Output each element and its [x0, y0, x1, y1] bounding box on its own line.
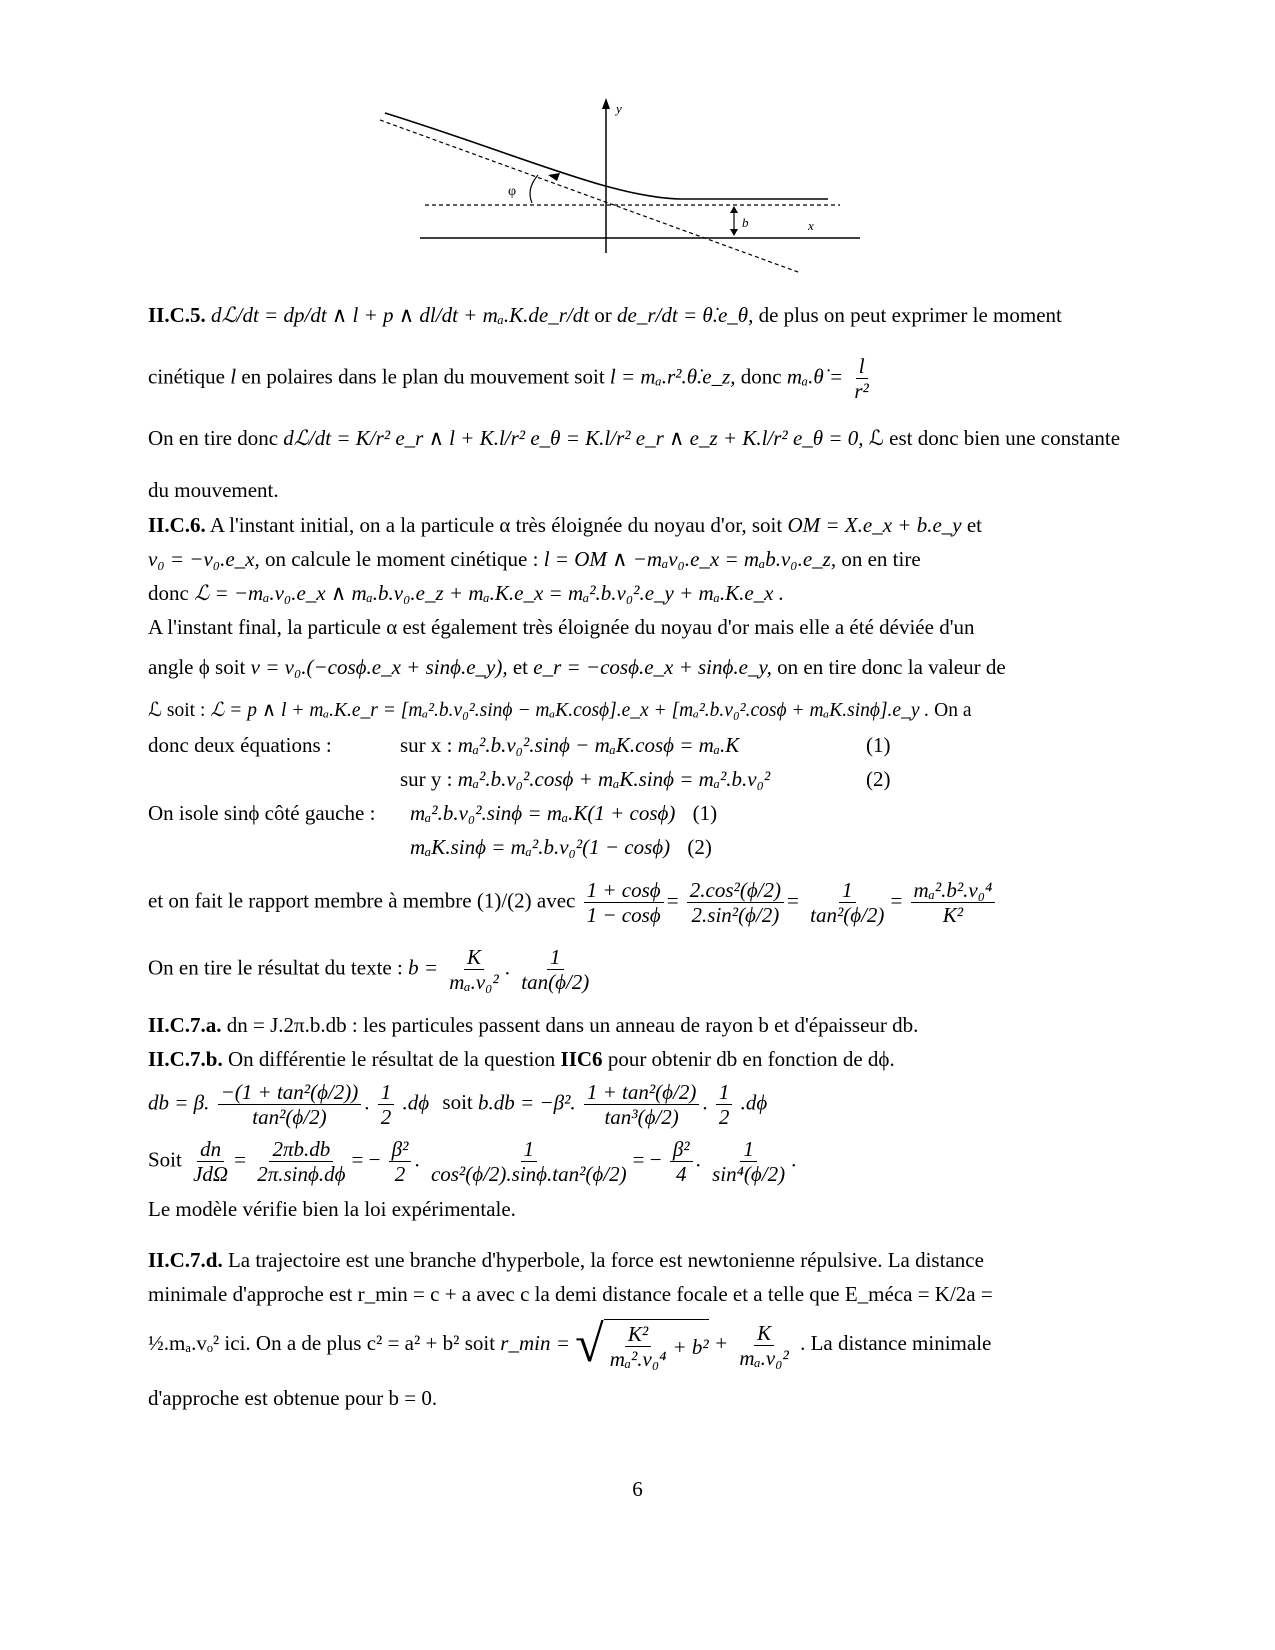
text: d'approche est obtenue pour b = 0. — [148, 1386, 438, 1410]
numerator: 1 — [839, 878, 856, 903]
numerator: K² — [625, 1322, 651, 1347]
denominator: tan²(ϕ/2) — [810, 903, 885, 927]
sqrt-content — [604, 1319, 709, 1371]
fraction — [851, 354, 871, 403]
text: Le modèle vérifie bien la loi expérimentale. — [148, 1197, 516, 1221]
numerator: β² — [670, 1137, 693, 1162]
fraction — [378, 1080, 395, 1129]
equation: v₀ = −v₀.e_x, — [148, 547, 260, 571]
equation: mₐ².b.v₀².sinϕ = mₐ.K(1 + cosϕ) — [410, 801, 676, 825]
text: en polaires dans le plan du mouvement soit — [241, 364, 605, 389]
text: minimale d'approche est r_min = c + a avec c la demi distance focale et a telle que E_méca = K/2a = — [148, 1282, 993, 1306]
text: on en tire — [841, 547, 921, 571]
numerator: dn — [197, 1137, 224, 1162]
fraction — [736, 1321, 791, 1370]
text: On en tire le résultat du texte : — [148, 955, 403, 980]
numerator: 2πb.db — [269, 1137, 333, 1162]
denominator: K² — [942, 903, 964, 927]
text: or — [594, 303, 612, 327]
section-IIC7b: II.C.7.b. On différentie le résultat de la question IIC6 pour obtenir db en fonction de dϕ. db = β. $\frac{\text{−(1 + tan²(ϕ/2))}}{\text{tan²(ϕ/2)}}$ . $\frac{1}{2}$ .dϕ soit b.db = −β². $\frac{\text{1 + tan²(ϕ/2)}}{\text{tan³(ϕ/2)}}$ . $\frac{1}{2}$ .dϕ Soit $\frac{dn}{\text{JdΩ}}$ = $\frac{2\pi b.db}{2\pi.\sin\phi.d\phi}$ = − $\frac{\text{β²}}{2}$ . $\frac{1}{\text{cos²(ϕ/2).sinϕ.tan²(ϕ/2)}}$ = − $\frac{\text{β²}}{4}$ . $\frac{1}{\text{sin⁴(ϕ/2)}}$ . Le modèle vérifie bien la loi expérimentale. — [148, 1047, 895, 1221]
text: et — [966, 513, 982, 537]
equation: l = OM ∧ −mₐv₀.e_x = mₐb.v₀.e_z, — [543, 547, 837, 571]
fraction — [687, 878, 784, 927]
section-label: II.C.7.d. — [148, 1248, 223, 1272]
equation-tag: (1) — [866, 733, 891, 757]
text: du mouvement. — [148, 478, 279, 502]
text: dn = J.2π.b.db : les particules passent dans un anneau de rayon b et d'épaisseur db. — [226, 1013, 919, 1037]
denominator: 2 — [394, 1162, 406, 1186]
numerator: 1 + cosϕ — [584, 878, 664, 903]
denominator: 2 — [380, 1105, 392, 1129]
text: A l'instant initial, on a la particule α très éloignée du noyau d'or, soit — [209, 513, 783, 537]
numerator: 1 — [378, 1080, 395, 1105]
equation-y-row — [400, 762, 770, 796]
phi-label: φ — [508, 184, 517, 199]
text: et — [512, 655, 528, 679]
denominator: JdΩ — [193, 1162, 229, 1186]
y-axis-label: y — [616, 101, 622, 116]
fraction — [254, 1137, 348, 1186]
fraction — [446, 945, 501, 994]
numerator: −(1 + tan²(ϕ/2)) — [218, 1080, 362, 1105]
b-arrow-top — [730, 206, 738, 213]
text: ℒ soit : — [148, 700, 206, 721]
numerator: 1 — [547, 945, 564, 970]
equation: + — [713, 1330, 729, 1355]
denominator: tan³(ϕ/2) — [604, 1105, 679, 1129]
denominator: 1 − cosϕ — [586, 903, 661, 927]
equation: OM = X.e_x + b.e_y — [787, 513, 962, 537]
denominator: r² — [854, 379, 869, 403]
trajectory-arrowhead — [548, 173, 560, 181]
section-IIC6: II.C.6. A l'instant initial, on a la particule α très éloignée du noyau d'or, soit OM = X.e_x + b.e_y et v₀ = −v₀.e_x, on calcule le moment cinétique : l = OM ∧ −mₐv₀.e_x = mₐb.v₀.e_z, on en tire donc ℒ = −mₐ.v₀.e_x ∧ mₐ.b.v₀.e_z + mₐ.K.e_x = mₐ².b.v₀².e_y + mₐ.K.e_x . A l'instant final, la particule α est également très éloignée du noyau d'or mais elle a été déviée d'un angle ϕ soit v = v₀.(−cosϕ.e_x + sinϕ.e_y), et e_r = −cosϕ.e_x + sinϕ.e_y, on en tire donc la valeur de ℒ soit : ℒ = p ∧ l + mₐ.K.e_r = [mₐ².b.v₀².sinϕ − mₐK.cosϕ].e_x + [mₐ².b.v₀².cosϕ + mₐK.sinϕ].e_y . On a donc deux équations : sur x : mₐ².b.v₀².sinϕ − mₐK.cosϕ = mₐ.K (1) sur y : mₐ².b.v₀².cosϕ + mₐK.sinϕ = mₐ².b.v₀² (2) On isole sinϕ côté gauche : mₐ².b.v₀².sinϕ = mₐ.K(1 + cosϕ) (1) mₐK.sinϕ = mₐ².b.v₀²(1 − cosϕ) (2) et on fait le rapport membre à membre (1)/(2) avec $\frac{1 + \cos\phi}{1 - \cos\phi}$ = $\frac{\text{2.cos²(ϕ/2)}}{\text{2.sin²(ϕ/2)}}$ = $\frac{1}{\text{tan²(ϕ/2)}}$ = $\frac{\text{mₐ².b².v₀⁴}}{\text{K²}}$ On en tire le résultat du texte : b = $\frac{K}{\text{mₐ.v₀²}}$ . $\frac{1}{\tan(\phi/2)}$ — [148, 513, 1006, 994]
question-ref: IIC6 — [560, 1047, 603, 1071]
numerator: K — [754, 1321, 774, 1346]
text: donc — [148, 581, 189, 605]
fraction — [218, 1080, 362, 1129]
equation: ℒ = p ∧ l + mₐ.K.e_r = [mₐ².b.v₀².sinϕ − mₐK.cosϕ].e_x + [mₐ².b.v₀².cosϕ + mₐK.sinϕ].e_y . — [210, 700, 930, 721]
equation: l = mₐ.r².θ̇.e_z, — [609, 364, 736, 389]
equation: .dϕ — [740, 1090, 768, 1115]
fraction — [389, 1137, 412, 1186]
section-IIC7d — [148, 1243, 1126, 1415]
fraction — [716, 1080, 733, 1129]
phi-angle-arc — [530, 175, 538, 203]
equation-x-row — [400, 728, 739, 762]
equation-isolated-2 — [410, 830, 712, 864]
section-label: II.C.5. — [148, 303, 206, 327]
numerator: 1 — [740, 1137, 757, 1162]
b-label: b — [742, 215, 749, 230]
numerator: 1 — [521, 1137, 538, 1162]
text: On en tire donc — [148, 426, 279, 450]
denominator: 4 — [675, 1162, 687, 1186]
equation: mₐ².b.v₀².sinϕ − mₐK.cosϕ = mₐ.K — [457, 733, 740, 757]
text: La trajectoire est une branche d'hyperbole, la force est newtonienne répulsive. La distance — [227, 1248, 984, 1272]
numerator: l — [856, 354, 868, 379]
equation: b.db = −β². — [478, 1090, 576, 1115]
equation: .dϕ — [402, 1090, 430, 1115]
fraction — [518, 945, 592, 994]
denominator: cos²(ϕ/2).sinϕ.tan²(ϕ/2) — [430, 1162, 627, 1186]
text: On différentie le résultat de la question — [227, 1047, 556, 1071]
text: ½.mₐ.vₒ² ici. On a de plus c² = a² + b² soit — [148, 1330, 496, 1355]
fraction — [190, 1137, 231, 1186]
text: angle ϕ soit — [148, 655, 246, 679]
equation-tag: (2) — [687, 835, 712, 859]
numerator: 1 — [716, 1080, 733, 1105]
numerator: β² — [389, 1137, 412, 1162]
text: . La distance minimale — [800, 1330, 992, 1355]
text: A l'instant final, la particule α est également très éloignée du noyau d'or mais elle a été déviée d'un — [148, 615, 975, 639]
denominator: 2π.sinϕ.dϕ — [257, 1162, 346, 1186]
numerator: 1 + tan²(ϕ/2) — [584, 1080, 700, 1105]
equation-tag: (1) — [692, 801, 718, 825]
section-label: II.C.7.a. — [148, 1013, 222, 1037]
denominator: mₐ.v₀² — [739, 1345, 789, 1370]
equation: b = — [408, 955, 439, 980]
text: ℒ est donc bien une constante — [868, 426, 1121, 450]
equation: v = v₀.(−cosϕ.e_x + sinϕ.e_y), — [250, 655, 508, 679]
numerator: mₐ².b².v₀⁴ — [911, 878, 996, 903]
section-IIC7a — [148, 1008, 1126, 1042]
denominator: mₐ.v₀² — [449, 970, 499, 994]
fraction — [607, 1322, 670, 1371]
text: cinétique — [148, 364, 225, 389]
denominator: tan(ϕ/2) — [521, 970, 590, 994]
denominator: tan²(ϕ/2) — [252, 1105, 327, 1129]
denominator: 2.sin²(ϕ/2) — [691, 903, 780, 927]
equation: r_min = — [500, 1330, 570, 1355]
denominator: 2 — [718, 1105, 730, 1129]
equation: mₐ².b.v₀².cosϕ + mₐK.sinϕ = mₐ².b.v₀² — [457, 767, 771, 791]
numerator: K — [464, 945, 484, 970]
text: on calcule le moment cinétique : — [264, 547, 539, 571]
fraction — [670, 1137, 693, 1186]
equation: dℒ/dt = dp/dt ∧ l + p ∧ dl/dt + mₐ.K.de_r/dt — [211, 303, 590, 327]
equation-isolated-1 — [410, 796, 717, 830]
equation: e_r = −cosϕ.e_x + sinϕ.e_y, — [533, 655, 772, 679]
fraction — [428, 1137, 630, 1186]
equation: de_r/dt = θ̇.e_θ, — [617, 303, 754, 327]
sqrt-icon: √ — [575, 1316, 604, 1373]
equation: dℒ/dt = K/r² e_r ∧ l + K.l/r² e_θ = K.l/r² e_r ∧ e_z + K.l/r² e_θ = 0, — [283, 426, 864, 450]
fraction — [911, 878, 996, 927]
equation: db = β. — [148, 1090, 210, 1115]
x-axis-label: x — [808, 218, 814, 233]
asymptote-dashed-line — [380, 120, 798, 272]
fraction — [709, 1137, 788, 1186]
fraction — [584, 878, 664, 927]
denominator: mₐ².v₀⁴ — [609, 1347, 667, 1371]
y-axis-arrowhead — [602, 98, 610, 109]
equation: mₐK.sinϕ = mₐ².b.v₀²(1 − cosϕ) — [410, 835, 671, 859]
text: donc deux équations : — [148, 733, 332, 757]
fraction — [584, 1080, 700, 1129]
section-label: II.C.6. — [148, 513, 206, 537]
numerator: 2.cos²(ϕ/2) — [687, 878, 784, 903]
equation: ℒ = −mₐ.v₀.e_x ∧ mₐ.b.v₀.e_z + mₐ.K.e_x = mₐ².b.v₀².e_y + mₐ.K.e_x . — [194, 581, 784, 605]
text: de plus on peut exprimer le moment — [758, 303, 1062, 327]
text: On a — [934, 700, 972, 721]
trajectory-figure — [380, 95, 880, 285]
text: Soit — [148, 1147, 182, 1172]
text: et on fait le rapport membre à membre (1)/(2) avec — [148, 888, 576, 913]
equation-tag: (2) — [866, 767, 891, 791]
fraction — [807, 878, 887, 927]
text: sur y : — [400, 767, 453, 791]
b-arrow-bottom — [730, 229, 738, 236]
denominator: sin⁴(ϕ/2) — [712, 1162, 786, 1186]
equation: mₐ.θ̇ = — [786, 364, 844, 389]
equation: + b² — [672, 1334, 709, 1359]
text: soit — [442, 1090, 473, 1115]
section-IIC5 — [148, 298, 1126, 507]
vector-l: l — [230, 364, 237, 389]
text: sur x : — [400, 733, 453, 757]
text: donc — [740, 364, 782, 389]
section-label: II.C.7.b. — [148, 1047, 223, 1071]
text: on en tire donc la valeur de — [777, 655, 1006, 679]
text: On isole sinϕ côté gauche : — [148, 801, 376, 825]
page-number: 6 — [632, 1477, 643, 1501]
text: pour obtenir db en fonction de dϕ. — [607, 1047, 895, 1071]
